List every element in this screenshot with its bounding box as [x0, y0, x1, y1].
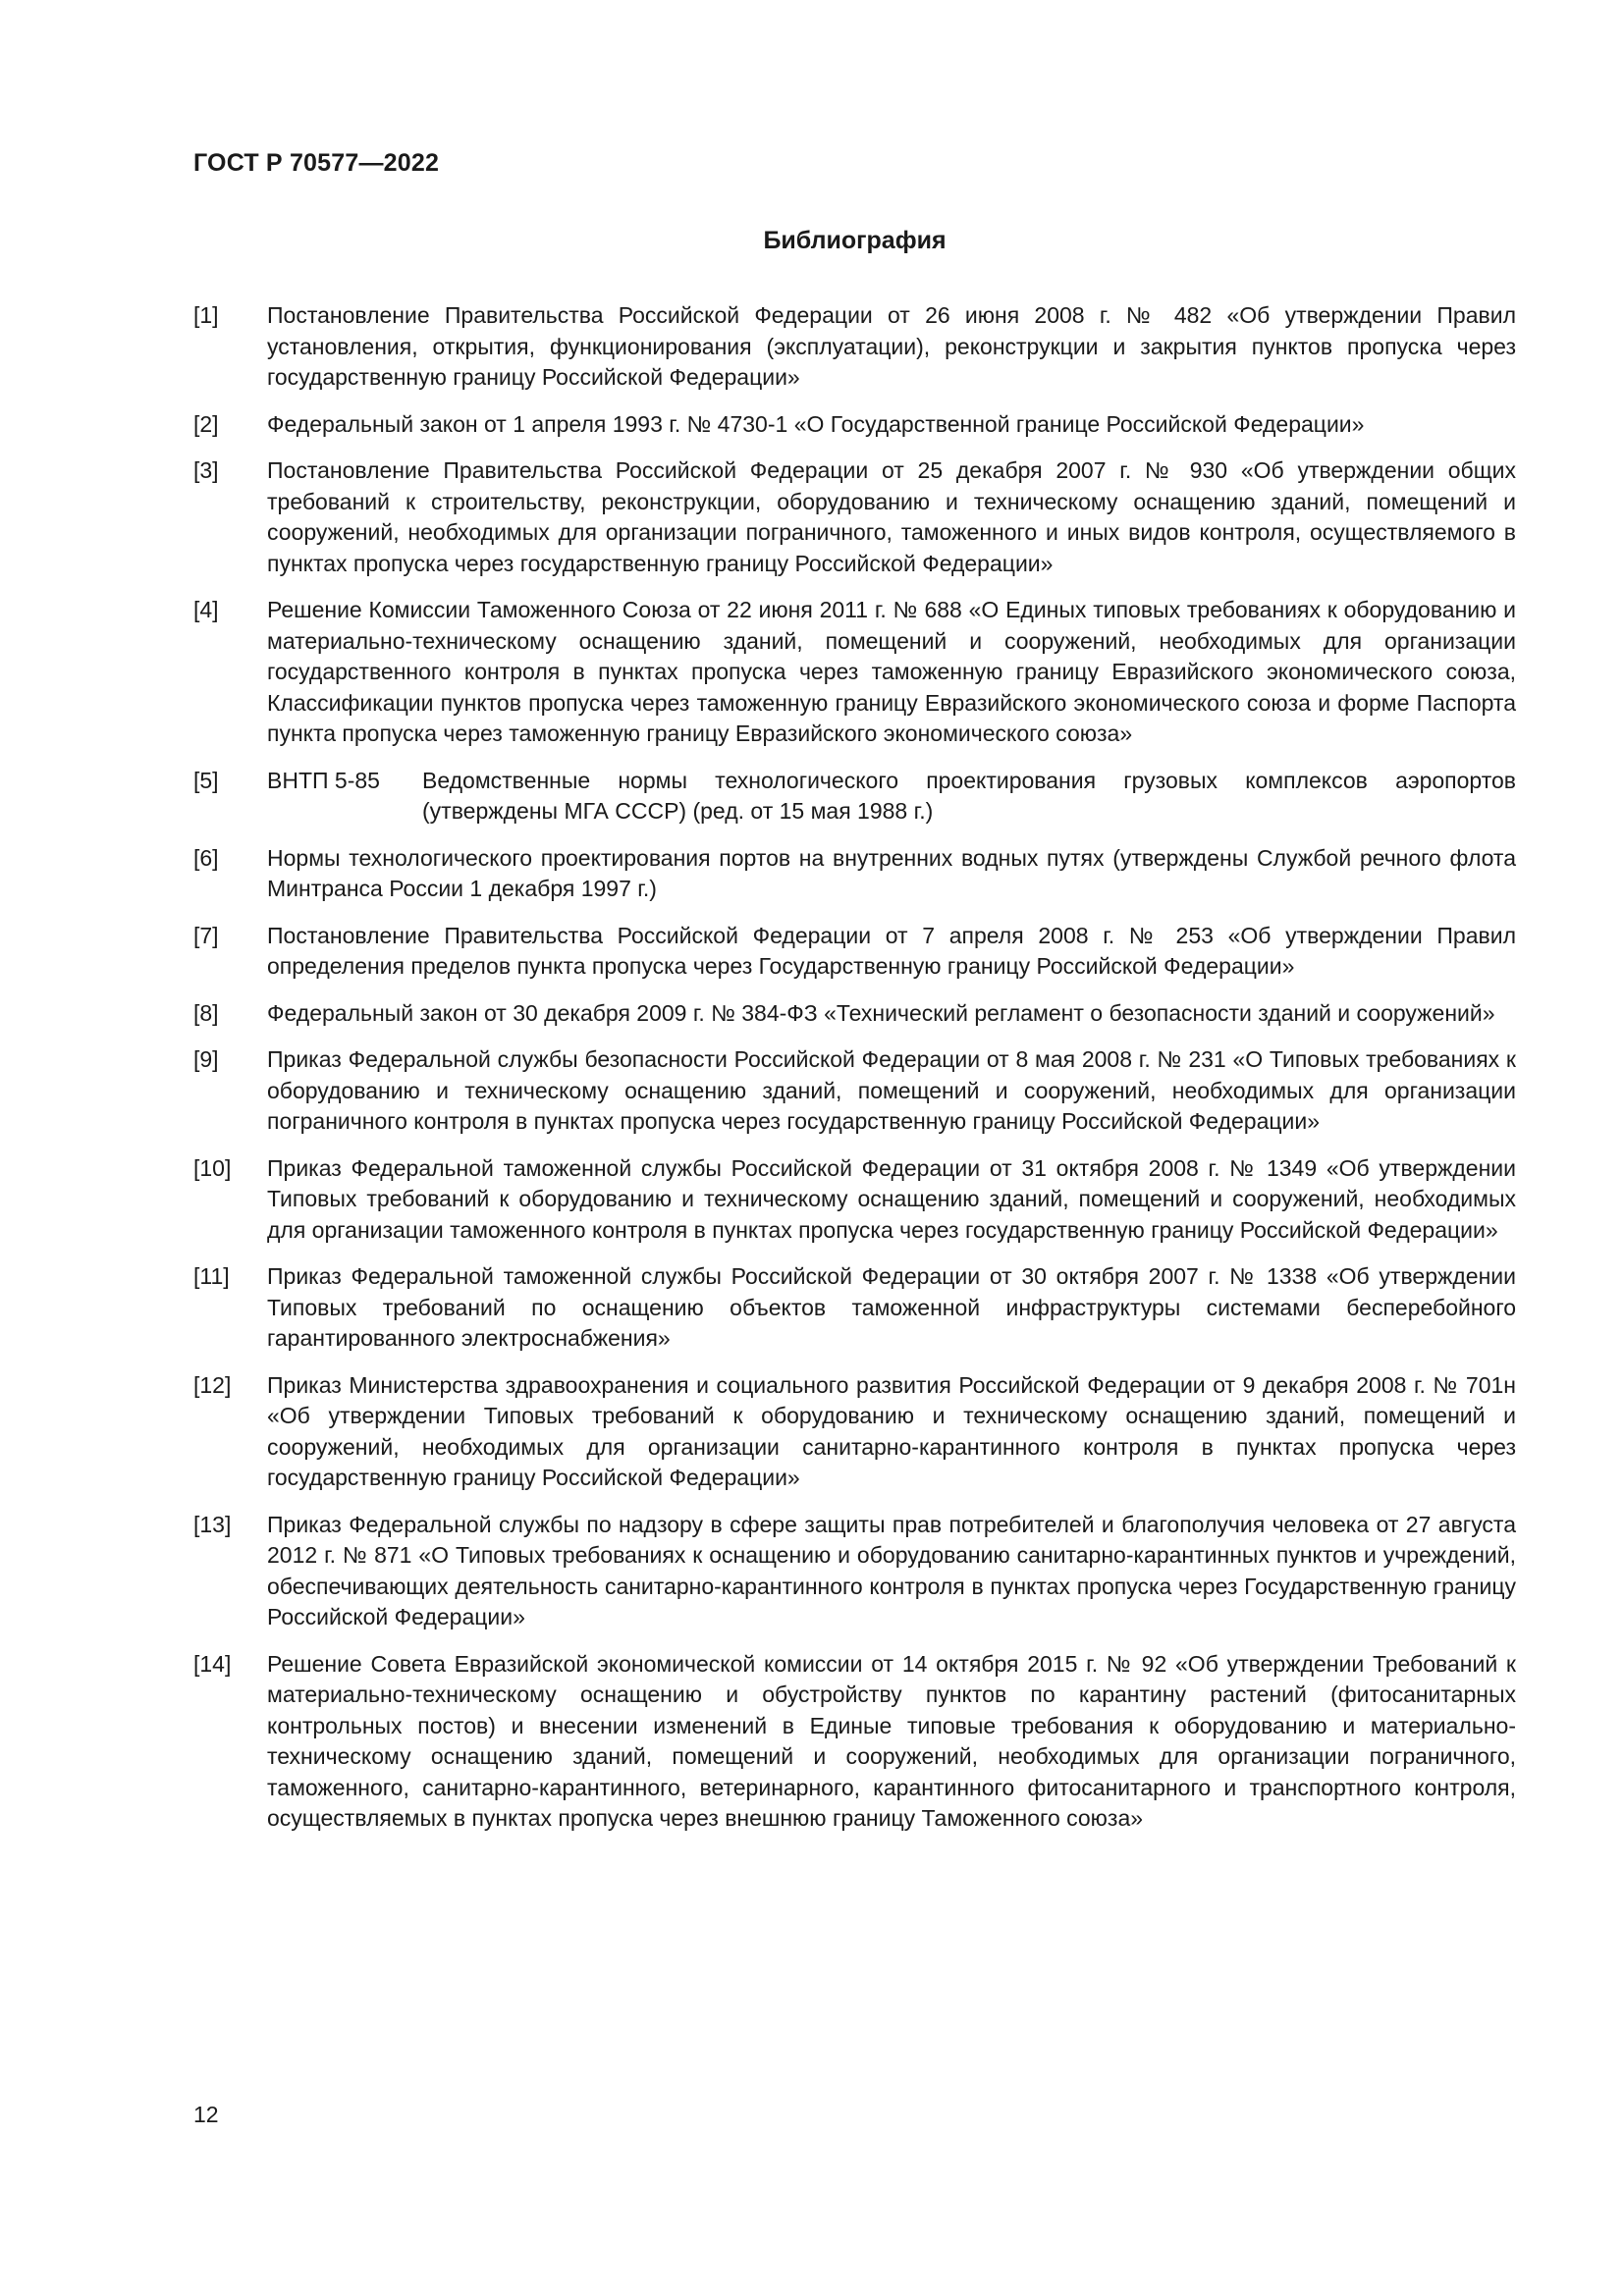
entry-text: Решение Комиссии Таможенного Союза от 22 июня 2011 г. № 688 «О Единых типовых требованиях к оборудованию и материально-техническому оснащению зданий, помещений и сооружений, необходимых для организации государственного контроля в пунктах пропуска через таможенную границу Евразийского экономического союза, Классификации пунктов пропуска через таможенную границу Евразийского экономического союза и форме Паспорта пункта пропуска через таможенную границу Евразийского экономического союза»	[267, 597, 1516, 746]
bibliography-entry	[193, 1649, 1516, 1835]
entry-number: [14]	[193, 1650, 232, 1677]
entry-number: [6]	[193, 844, 219, 871]
bibliography-entry	[193, 1510, 1516, 1633]
entry-text: Постановление Правительства Российской Федерации от 25 декабря 2007 г. № 930 «Об утверждении общих требований к строительству, реконструкции, оборудованию и техническому оснащению зданий, помещений и сооружений, необходимых для организации пограничного, таможенного и иных видов контроля, осуществляемого в пунктах пропуска через государственную границу Российской Федерации»	[267, 457, 1516, 576]
entry-text: Приказ Федеральной таможенной службы Российской Федерации от 31 октября 2008 г. № 1349 «Об утверждении Типовых требований к оборудованию и техническому оснащению зданий, помещений и сооружений, необходимых для организации таможенного контроля в пунктах пропуска через государственную границу Российской Федерации»	[267, 1154, 1516, 1243]
bibliography-entry	[193, 766, 1516, 828]
entry-number: [10]	[193, 1154, 232, 1181]
bibliography-list	[193, 300, 1516, 1850]
entry-number: [7]	[193, 922, 219, 948]
document-code: ГОСТ Р 70577—2022	[193, 149, 440, 177]
entry-text: Ведомственные нормы технологического проектирования грузовых комплексов аэропортов (утверждены МГА СССР) (ред. от 15 мая 1988 г.)	[422, 767, 1516, 824]
bibliography-entry	[193, 409, 1516, 441]
bibliography-entry	[193, 843, 1516, 905]
bibliography-entry	[193, 1261, 1516, 1355]
entry-text: Приказ Федеральной службы по надзору в сфере защиты прав потребителей и благополучия человека от 27 августа 2012 г. № 871 «О Типовых требованиях к оснащению и оборудованию санитарно-карантинных пунктов и учреждений, обеспечивающих деятельность санитарно-карантинного контроля в пунктах пропуска через Государственную границу Российской Федерации»	[267, 1511, 1516, 1629]
entry-text: Федеральный закон от 1 апреля 1993 г. № 4730-1 «О Государственной границе Российской Федерации»	[267, 410, 1365, 437]
page-number: 12	[193, 2102, 219, 2127]
entry-number: [3]	[193, 457, 219, 483]
entry-text: Приказ Федеральной таможенной службы Российской Федерации от 30 октября 2007 г. № 1338 «Об утверждении Типовых требований по оснащению объектов таможенной инфраструктуры системами бесперебойного гарантированного электроснабжения»	[267, 1263, 1516, 1351]
bibliography-entry	[193, 1044, 1516, 1138]
entry-number: [2]	[193, 410, 219, 437]
entry-number: [4]	[193, 597, 219, 622]
bibliography-entry	[193, 1153, 1516, 1247]
entry-number: [1]	[193, 302, 219, 328]
bibliography-entry	[193, 595, 1516, 750]
bibliography-entry	[193, 455, 1516, 579]
entry-number: [11]	[193, 1263, 230, 1289]
entry-number: [12]	[193, 1371, 232, 1398]
entry-number: [13]	[193, 1511, 232, 1537]
entry-text: Федеральный закон от 30 декабря 2009 г. № 384-ФЗ «Технический регламент о безопасности зданий и сооружений»	[267, 999, 1495, 1026]
bibliography-entry	[193, 921, 1516, 983]
entry-text: Приказ Министерства здравоохранения и социального развития Российской Федерации от 9 декабря 2008 г. № 701н «Об утверждении Типовых требований к оборудованию и техническому оснащению зданий, помещений и сооружений, необходимых для организации санитарно-карантинного контроля в пунктах пропуска через государственную границу Российской Федерации»	[267, 1371, 1516, 1490]
bibliography-entry	[193, 998, 1516, 1030]
entry-text: Постановление Правительства Российской Федерации от 7 апреля 2008 г. № 253 «Об утверждении Правил определения пределов пункта пропуска через Государственную границу Российской Федерации»	[267, 922, 1516, 979]
entry-text: Нормы технологического проектирования портов на внутренних водных путях (утверждены Службой речного флота Минтранса России 1 декабря 1997 г.)	[267, 844, 1516, 901]
entry-number: [5]	[193, 767, 219, 793]
entry-code: ВНТП 5-85	[267, 767, 380, 793]
bibliography-entry	[193, 300, 1516, 394]
entry-number: [8]	[193, 999, 219, 1026]
bibliography-entry	[193, 1370, 1516, 1494]
entry-text: Решение Совета Евразийской экономической комиссии от 14 октября 2015 г. № 92 «Об утверждении Требований к материально-техническому оснащению и обустройству пунктов по карантину растений (фитосанитарных контрольных постов) и внесении изменений в Единые типовые требования к оборудованию и материально-техническому оснащению зданий, помещений и сооружений, необходимых для организации пограничного, таможенного, санитарно-карантинного, ветеринарного, карантинного фитосанитарного и транспортного контроля, осуществляемых в пунктах пропуска через внешнюю границу Таможенного союза»	[267, 1650, 1516, 1831]
entry-text: Приказ Федеральной службы безопасности Российской Федерации от 8 мая 2008 г. № 231 «О Типовых требованиях к оборудованию и техническому оснащению зданий, помещений и сооружений, необходимых для организации пограничного контроля в пунктах пропуска через государственную границу Российской Федерации»	[267, 1046, 1516, 1134]
section-title: Библиография	[763, 227, 947, 254]
entry-text: Постановление Правительства Российской Федерации от 26 июня 2008 г. № 482 «Об утверждении Правил установления, открытия, функционирования (эксплуатации), реконструкции и закрытия пунктов пропуска через государственную границу Российской Федерации»	[267, 302, 1516, 390]
entry-number: [9]	[193, 1046, 219, 1072]
